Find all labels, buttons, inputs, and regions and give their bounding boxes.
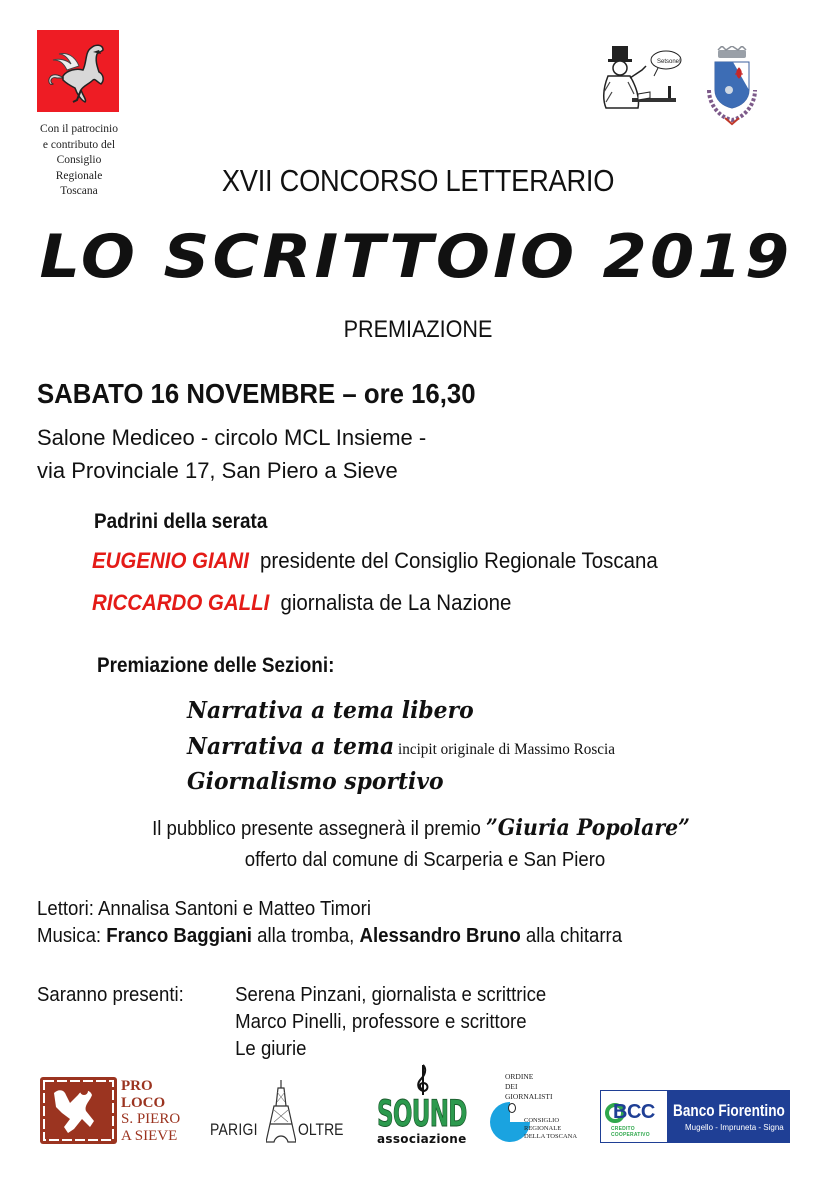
guest-item: Le giurie bbox=[235, 1038, 307, 1060]
bank-places: Mugello - Impruneta - Signa bbox=[685, 1123, 784, 1132]
section-title: Narrativa a tema libero bbox=[187, 697, 474, 724]
section-note: incipit originale di Massimo Roscia bbox=[398, 741, 616, 758]
patronage-line: Consiglio bbox=[56, 154, 102, 166]
venue-line-2: via Provinciale 17, San Piero a Sieve bbox=[37, 458, 398, 483]
patronage-line: e contributo del bbox=[42, 138, 116, 151]
musician-name: Alessandro Bruno bbox=[359, 925, 521, 947]
patronage-line: Toscana bbox=[60, 185, 98, 197]
readers-line bbox=[37, 898, 371, 921]
proloco-line: S. PIERO bbox=[121, 1111, 181, 1127]
popular-jury-prefix: Il pubblico presente assegnerà il premio bbox=[152, 818, 487, 840]
pegasus-icon bbox=[37, 30, 119, 112]
music-line bbox=[37, 925, 622, 948]
readers-label: Lettori: bbox=[37, 898, 94, 920]
section-title: Narrativa a tema bbox=[187, 733, 395, 760]
guests-list bbox=[235, 982, 546, 1063]
oltre-text: OLTRE bbox=[298, 1120, 344, 1139]
bcc-banco-fiorentino-logo bbox=[600, 1090, 790, 1143]
ordine-giornalisti-logo bbox=[490, 1072, 590, 1148]
event-date-time: SABATO 16 NOVEMBRE – ore 16,30 bbox=[37, 378, 476, 409]
venue-line-1: Salone Mediceo - circolo MCL Insieme - bbox=[37, 425, 427, 450]
godparent-row bbox=[92, 590, 511, 616]
associazione-text: associazione bbox=[377, 1132, 467, 1146]
godparent-role: giornalista de La Nazione bbox=[280, 590, 512, 615]
bcc-name-area bbox=[667, 1091, 790, 1142]
section-item bbox=[187, 768, 444, 795]
sound-associazione-logo bbox=[375, 1063, 470, 1145]
guest-item: Marco Pinelli, professore e scrittore bbox=[235, 1011, 527, 1033]
musician-instrument: alla tromba, bbox=[257, 925, 355, 947]
godparent-role: presidente del Consiglio Regionale Toscana bbox=[260, 548, 658, 573]
contest-edition: XVII CONCORSO LETTERARIO bbox=[221, 163, 615, 198]
bank-name: Banco Fiorentino bbox=[673, 1101, 785, 1120]
section-title: Giornalismo sportivo bbox=[187, 768, 444, 795]
music-label: Musica: bbox=[37, 925, 102, 947]
proloco-line: A SIEVE bbox=[121, 1127, 178, 1144]
guests-label: Saranno presenti: bbox=[37, 984, 184, 1006]
eiffel-tower-icon bbox=[266, 1080, 296, 1144]
ordine-sub-line: DELLA TOSCANA bbox=[524, 1133, 578, 1140]
parigi-oltre-logo bbox=[210, 1078, 352, 1146]
proloco-line: LOCO bbox=[121, 1094, 166, 1111]
svg-text:Setsone!: Setsone! bbox=[657, 59, 681, 65]
event-type: PREMIAZIONE bbox=[343, 316, 493, 343]
ordine-sub-line: CONSIGLIO REGIONALE bbox=[524, 1117, 562, 1132]
sound-text: SOUND bbox=[377, 1091, 467, 1136]
writer-cartoon-image bbox=[598, 42, 690, 116]
regione-toscana-logo bbox=[37, 30, 119, 112]
guests-block bbox=[37, 982, 546, 1063]
proloco-line: PRO bbox=[121, 1078, 153, 1094]
bcc-mark-area bbox=[601, 1091, 667, 1142]
sections-heading: Premiazione delle Sezioni: bbox=[97, 654, 335, 677]
popular-jury-line bbox=[29, 815, 812, 841]
section-item bbox=[187, 697, 474, 724]
proloco-logo bbox=[40, 1077, 195, 1147]
godparent-name: EUGENIO GIANI bbox=[92, 548, 249, 573]
parigi-text: PARIGI bbox=[210, 1120, 258, 1139]
patronage-line: Con il patrocinio bbox=[40, 123, 118, 135]
proloco-text bbox=[121, 1078, 180, 1144]
godparent-name: RICCARDO GALLI bbox=[92, 590, 270, 615]
comune-coat-of-arms bbox=[703, 46, 761, 126]
guest-item: Serena Pinzani, giornalista e scrittrice bbox=[235, 984, 547, 1006]
ordine-title-line: ORDINE bbox=[505, 1072, 534, 1081]
godparent-row bbox=[92, 548, 658, 574]
running-figure-icon bbox=[40, 1077, 117, 1144]
section-item bbox=[187, 733, 615, 760]
ordine-title bbox=[505, 1072, 553, 1102]
ordine-title-line: GIORNALISTI bbox=[505, 1092, 553, 1101]
godparents-heading: Padrini della serata bbox=[94, 510, 268, 533]
musician-name: Franco Baggiani bbox=[106, 925, 252, 947]
ordine-title-line: DEI bbox=[505, 1082, 518, 1091]
musician-instrument: alla chitarra bbox=[525, 925, 623, 947]
bcc-tagline: CREDITO COOPERATIVO bbox=[611, 1126, 650, 1138]
popular-jury-offered-by: offerto dal comune di Scarperia e San Piero bbox=[244, 849, 606, 871]
bcc-mark: BCC bbox=[613, 1101, 655, 1123]
popular-jury-award: ”Giuria Popolare” bbox=[486, 815, 690, 841]
patronage-line: Regionale bbox=[55, 169, 103, 182]
contest-title: LO SCRITTOIO 2019 bbox=[39, 222, 793, 292]
readers-names: Annalisa Santoni e Matteo Timori bbox=[98, 898, 371, 920]
ordine-subtitle bbox=[524, 1117, 590, 1141]
